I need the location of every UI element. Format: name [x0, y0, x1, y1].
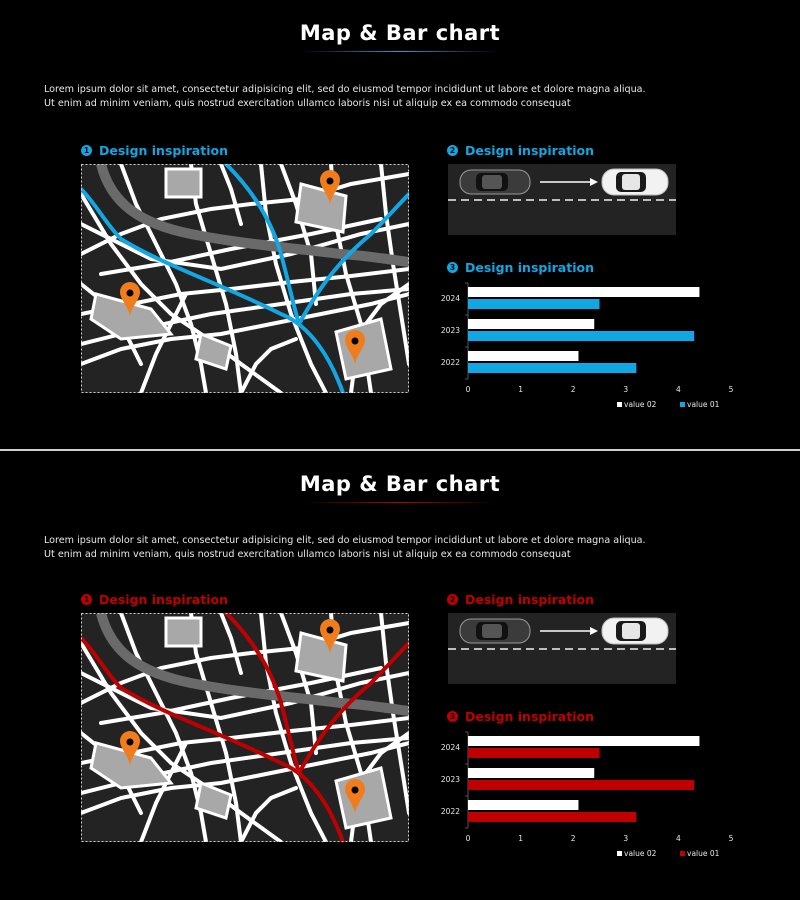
section-heading-3: [447, 709, 594, 724]
x-tick-label: 3: [623, 834, 629, 843]
car-icon: [460, 619, 530, 643]
x-tick-label: 4: [676, 385, 681, 394]
category-label: 2022: [440, 807, 460, 816]
category-label: 2024: [440, 294, 460, 303]
car-overtake-illustration: [448, 164, 676, 235]
section-label: Design inspiration: [465, 592, 594, 607]
x-tick-label: 3: [623, 385, 629, 394]
legend-label: value 02: [624, 849, 657, 858]
bar-value-01-2024: [468, 299, 600, 309]
x-tick-label: 0: [465, 834, 471, 843]
bar-chart: [432, 727, 752, 867]
section-label: Design inspiration: [465, 709, 594, 724]
section-heading-3: [447, 260, 594, 275]
description: [44, 83, 664, 111]
x-tick-label: 2: [570, 385, 576, 394]
bar-value-02-2024: [468, 736, 699, 746]
section-number-badge: 1: [81, 145, 92, 156]
section-number-badge: 3: [447, 711, 458, 722]
legend-label: value 01: [687, 400, 720, 409]
bar-value-01-2023: [468, 780, 694, 790]
slide-blue: [0, 0, 800, 449]
legend-label: value 01: [687, 849, 720, 858]
bar-value-02-2022: [468, 800, 578, 810]
section-heading-2: [447, 143, 594, 158]
bar-value-02-2022: [468, 351, 578, 361]
category-label: 2023: [440, 775, 460, 784]
legend-swatch: [617, 851, 622, 856]
section-heading-1: [81, 592, 228, 607]
car-icon: [602, 618, 668, 644]
x-tick-label: 1: [518, 834, 523, 843]
title-underline: [302, 51, 498, 52]
legend-swatch: [680, 851, 685, 856]
x-tick-label: 0: [465, 385, 471, 394]
bar-value-01-2024: [468, 748, 600, 758]
description-line-2: Ut enim ad minim veniam, quis nostrud exercitation ullamco laboris nisi ut aliquip ex ea commodo consequat: [44, 98, 571, 109]
legend-label: value 02: [624, 400, 657, 409]
section-number-badge: 2: [447, 145, 458, 156]
x-tick-label: 5: [728, 834, 734, 843]
car-icon: [460, 170, 530, 194]
title-underline: [302, 502, 498, 503]
page-title: Map & Bar chart: [299, 472, 501, 496]
description-line-1: Lorem ipsum dolor sit amet, consectetur adipisicing elit, sed do eiusmod tempor incididunt ut labore et dolore magna aliqua.: [44, 535, 646, 546]
city-map: [81, 164, 409, 393]
section-label: Design inspiration: [465, 260, 594, 275]
x-tick-label: 5: [728, 385, 734, 394]
section-heading-2: [447, 592, 594, 607]
bar-value-02-2023: [468, 768, 594, 778]
category-label: 2024: [440, 743, 460, 752]
bar-value-01-2022: [468, 812, 636, 822]
legend-swatch: [680, 402, 685, 407]
section-number-badge: 1: [81, 594, 92, 605]
bar-value-01-2022: [468, 363, 636, 373]
x-tick-label: 1: [518, 385, 523, 394]
section-label: Design inspiration: [99, 143, 228, 158]
category-label: 2023: [440, 326, 460, 335]
section-number-badge: 3: [447, 262, 458, 273]
section-heading-1: [81, 143, 228, 158]
x-tick-label: 4: [676, 834, 681, 843]
car-icon: [602, 169, 668, 195]
legend-swatch: [617, 402, 622, 407]
x-tick-label: 2: [570, 834, 576, 843]
bar-value-02-2023: [468, 319, 594, 329]
page-title: Map & Bar chart: [299, 21, 501, 45]
slide-red: [0, 451, 800, 900]
category-label: 2022: [440, 358, 460, 367]
section-label: Design inspiration: [465, 143, 594, 158]
bar-value-01-2023: [468, 331, 694, 341]
bar-chart: [432, 278, 752, 418]
city-map: [81, 613, 409, 842]
bar-value-02-2024: [468, 287, 699, 297]
description-line-1: Lorem ipsum dolor sit amet, consectetur adipisicing elit, sed do eiusmod tempor incididunt ut labore et dolore magna aliqua.: [44, 84, 646, 95]
section-number-badge: 2: [447, 594, 458, 605]
description-line-2: Ut enim ad minim veniam, quis nostrud exercitation ullamco laboris nisi ut aliquip ex ea commodo consequat: [44, 549, 571, 560]
car-overtake-illustration: [448, 613, 676, 684]
section-label: Design inspiration: [99, 592, 228, 607]
description: [44, 534, 664, 562]
